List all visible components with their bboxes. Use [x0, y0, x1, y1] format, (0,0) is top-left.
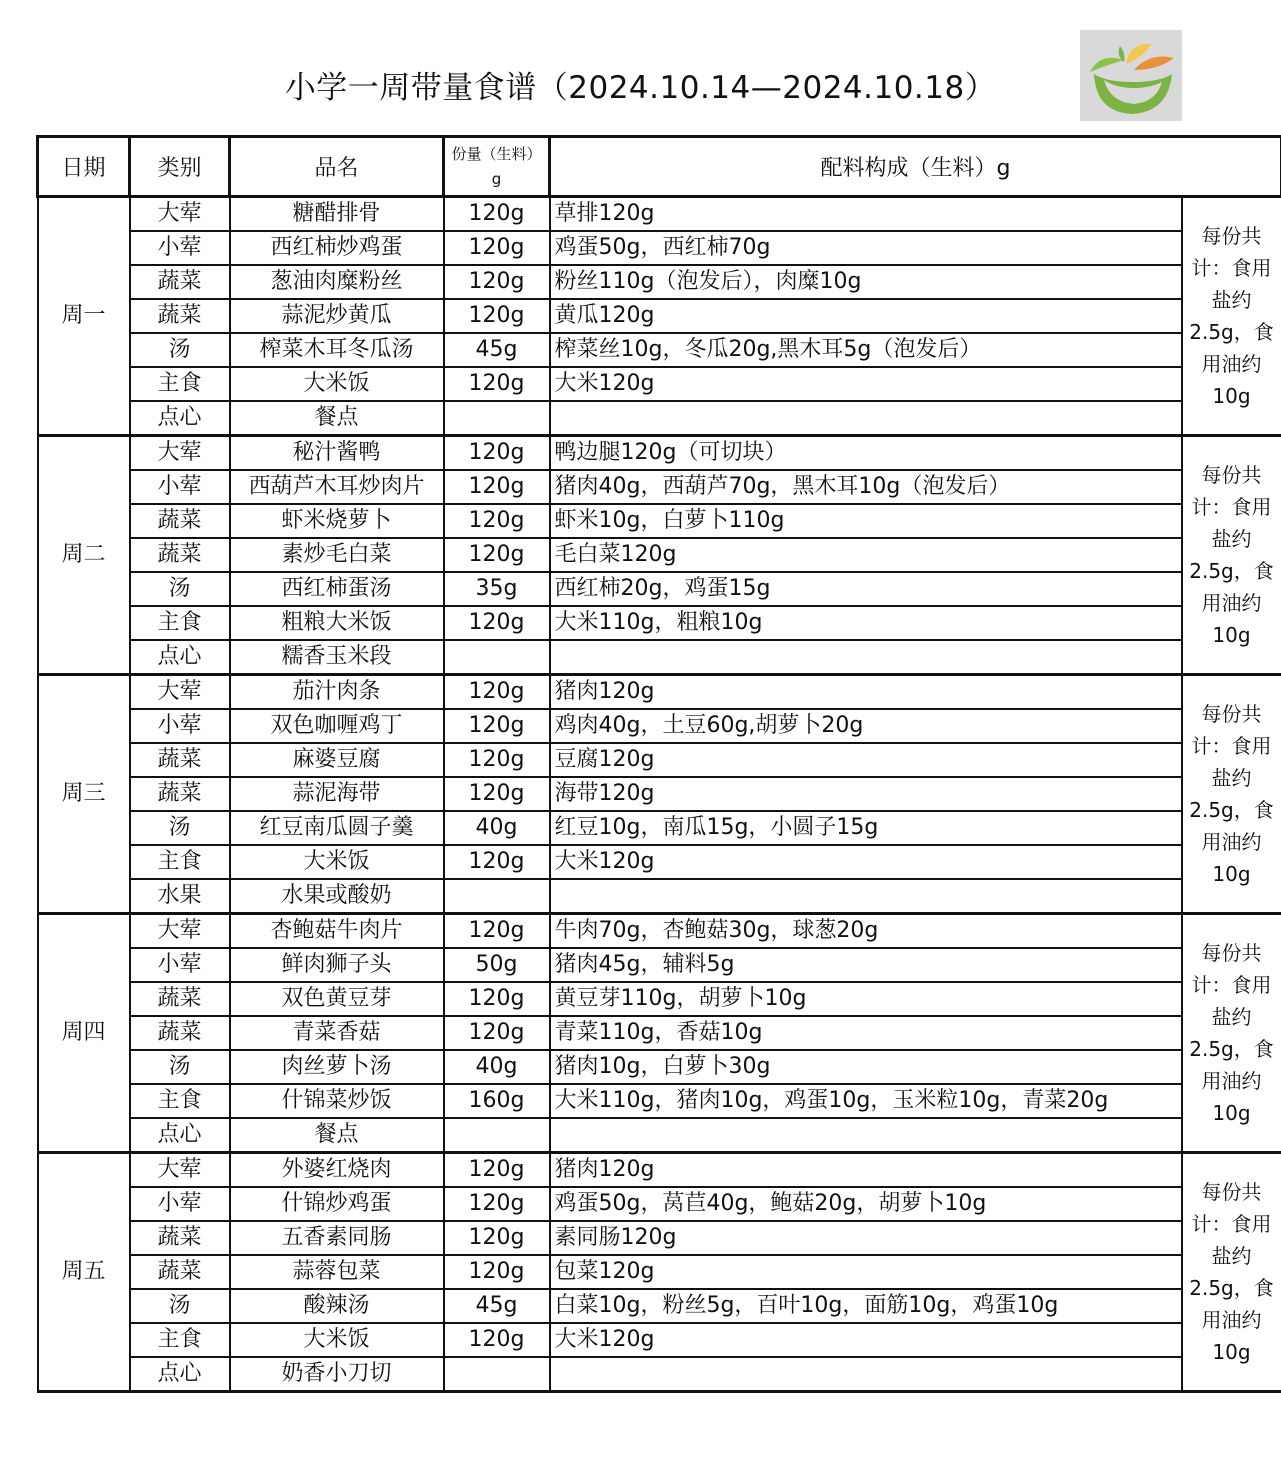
category-cell: 主食: [130, 1084, 230, 1118]
dish-cell: 外婆红烧肉: [230, 1153, 444, 1188]
dish-cell: 青菜香菇: [230, 1016, 444, 1050]
quantity-cell: 120g: [444, 197, 550, 232]
dish-cell: 秘汁酱鸭: [230, 436, 444, 471]
quantity-cell: 120g: [444, 436, 550, 471]
ingredients-cell: 西红柿20g，鸡蛋15g: [550, 572, 1182, 606]
quantity-cell: 120g: [444, 709, 550, 743]
category-cell: 大荤: [130, 197, 230, 232]
dish-cell: 糖醋排骨: [230, 197, 444, 232]
table-row: [38, 1187, 1281, 1221]
dish-cell: 葱油肉糜粉丝: [230, 265, 444, 299]
category-cell: 蔬菜: [130, 1016, 230, 1050]
table-row: [38, 1016, 1281, 1050]
dish-cell: 素炒毛白菜: [230, 538, 444, 572]
dish-cell: 大米饭: [230, 845, 444, 879]
category-cell: 小荤: [130, 709, 230, 743]
quantity-cell: 40g: [444, 811, 550, 845]
ingredients-cell: 榨菜丝10g，冬瓜20g,黑木耳5g（泡发后）: [550, 333, 1182, 367]
category-cell: 汤: [130, 572, 230, 606]
table-row: [38, 299, 1281, 333]
dish-cell: 酸辣汤: [230, 1289, 444, 1323]
table-row: [38, 1323, 1281, 1357]
ingredients-cell: 猪肉40g，西葫芦70g，黑木耳10g（泡发后）: [550, 470, 1182, 504]
header-dish: 品名: [230, 137, 444, 197]
quantity-cell: 120g: [444, 982, 550, 1016]
dish-cell: 大米饭: [230, 1323, 444, 1357]
quantity-cell: 40g: [444, 1050, 550, 1084]
dish-cell: 餐点: [230, 1118, 444, 1153]
dish-cell: 麻婆豆腐: [230, 743, 444, 777]
leaf-bowl-logo: [1080, 30, 1182, 121]
table-row: [38, 948, 1281, 982]
category-cell: 蔬菜: [130, 299, 230, 333]
ingredients-cell: 猪肉45g，辅料5g: [550, 948, 1182, 982]
nutrition-note: 每份共计：食用盐约2.5g，食用油约10g: [1182, 675, 1281, 914]
dish-cell: 双色咖喱鸡丁: [230, 709, 444, 743]
quantity-cell: [444, 1118, 550, 1153]
table-row: [38, 333, 1281, 367]
quantity-cell: 45g: [444, 333, 550, 367]
table-row: [38, 1084, 1281, 1118]
dish-cell: 糯香玉米段: [230, 640, 444, 675]
table-row: [38, 811, 1281, 845]
category-cell: 大荤: [130, 1153, 230, 1188]
ingredients-cell: 猪肉120g: [550, 675, 1182, 710]
nutrition-note: 每份共计：食用盐约2.5g，食用油约10g: [1182, 1153, 1281, 1392]
header-category: 类别: [130, 137, 230, 197]
table-row: [38, 504, 1281, 538]
nutrition-note: 每份共计：食用盐约2.5g，食用油约10g: [1182, 197, 1281, 436]
category-cell: 主食: [130, 606, 230, 640]
category-cell: 蔬菜: [130, 504, 230, 538]
category-cell: 汤: [130, 811, 230, 845]
table-row: [38, 914, 1281, 949]
quantity-cell: [444, 401, 550, 436]
ingredients-cell: 黄豆芽110g，胡萝卜10g: [550, 982, 1182, 1016]
table-row: [38, 1118, 1281, 1153]
ingredients-cell: 猪肉120g: [550, 1153, 1182, 1188]
ingredients-cell: 青菜110g，香菇10g: [550, 1016, 1182, 1050]
category-cell: 小荤: [130, 1187, 230, 1221]
ingredients-cell: 鸡肉40g，土豆60g,胡萝卜20g: [550, 709, 1182, 743]
day-cell: 周一: [38, 197, 130, 436]
table-row: [38, 572, 1281, 606]
quantity-cell: 120g: [444, 1016, 550, 1050]
ingredients-cell: 鸭边腿120g（可切块）: [550, 436, 1182, 471]
category-cell: 点心: [130, 1357, 230, 1392]
category-cell: 汤: [130, 1289, 230, 1323]
page-title: 小学一周带量食谱（2024.10.14—2024.10.18）: [284, 70, 997, 106]
table-row: [38, 401, 1281, 436]
menu-table: [36, 135, 1281, 1393]
dish-cell: 五香素同肠: [230, 1221, 444, 1255]
category-cell: 点心: [130, 401, 230, 436]
dish-cell: 奶香小刀切: [230, 1357, 444, 1392]
ingredients-cell: 大米110g，猪肉10g，鸡蛋10g，玉米粒10g，青菜20g: [550, 1084, 1182, 1118]
category-cell: 点心: [130, 640, 230, 675]
table-row: [38, 1357, 1281, 1392]
ingredients-cell: 虾米10g，白萝卜110g: [550, 504, 1182, 538]
ingredients-cell: 黄瓜120g: [550, 299, 1182, 333]
dish-cell: 西红柿炒鸡蛋: [230, 231, 444, 265]
table-row: [38, 606, 1281, 640]
table-row: [38, 470, 1281, 504]
ingredients-cell: 白菜10g，粉丝5g，百叶10g，面筋10g，鸡蛋10g: [550, 1289, 1182, 1323]
table-row: [38, 982, 1281, 1016]
dish-cell: 什锦菜炒饭: [230, 1084, 444, 1118]
dish-cell: 杏鲍菇牛肉片: [230, 914, 444, 949]
day-cell: 周二: [38, 436, 130, 675]
header-quantity: 份量（生料）g: [444, 137, 550, 197]
table-row: [38, 265, 1281, 299]
category-cell: 点心: [130, 1118, 230, 1153]
dish-cell: 餐点: [230, 401, 444, 436]
quantity-cell: [444, 879, 550, 914]
ingredients-cell: 草排120g: [550, 197, 1182, 232]
header-ingredients: 配料构成（生料）g: [550, 137, 1281, 197]
quantity-cell: 120g: [444, 914, 550, 949]
quantity-cell: 120g: [444, 606, 550, 640]
nutrition-note: 每份共计：食用盐约2.5g，食用油约10g: [1182, 436, 1281, 675]
table-row: [38, 1221, 1281, 1255]
table-row: [38, 743, 1281, 777]
ingredients-cell: 包菜120g: [550, 1255, 1182, 1289]
table-row: [38, 845, 1281, 879]
ingredients-cell: 鸡蛋50g，西红柿70g: [550, 231, 1182, 265]
ingredients-cell: [550, 401, 1182, 436]
category-cell: 主食: [130, 845, 230, 879]
category-cell: 蔬菜: [130, 265, 230, 299]
quantity-cell: 120g: [444, 470, 550, 504]
ingredients-cell: 牛肉70g，杏鲍菇30g，球葱20g: [550, 914, 1182, 949]
quantity-cell: 160g: [444, 1084, 550, 1118]
category-cell: 小荤: [130, 470, 230, 504]
dish-cell: 肉丝萝卜汤: [230, 1050, 444, 1084]
quantity-cell: 120g: [444, 743, 550, 777]
quantity-cell: 120g: [444, 1153, 550, 1188]
ingredients-cell: 粉丝110g（泡发后），肉糜10g: [550, 265, 1182, 299]
category-cell: 小荤: [130, 231, 230, 265]
table-row: [38, 879, 1281, 914]
ingredients-cell: 红豆10g，南瓜15g，小圆子15g: [550, 811, 1182, 845]
category-cell: 主食: [130, 367, 230, 401]
day-cell: 周五: [38, 1153, 130, 1392]
category-cell: 蔬菜: [130, 743, 230, 777]
table-row: [38, 1153, 1281, 1188]
ingredients-cell: 大米110g，粗粮10g: [550, 606, 1182, 640]
quantity-cell: 120g: [444, 265, 550, 299]
category-cell: 蔬菜: [130, 538, 230, 572]
ingredients-cell: 大米120g: [550, 367, 1182, 401]
table-row: [38, 436, 1281, 471]
ingredients-cell: 猪肉10g，白萝卜30g: [550, 1050, 1182, 1084]
table-row: [38, 709, 1281, 743]
quantity-cell: [444, 640, 550, 675]
quantity-cell: 120g: [444, 1255, 550, 1289]
quantity-cell: 120g: [444, 504, 550, 538]
category-cell: 大荤: [130, 675, 230, 710]
ingredients-cell: [550, 879, 1182, 914]
dish-cell: 蒜泥海带: [230, 777, 444, 811]
category-cell: 主食: [130, 1323, 230, 1357]
category-cell: 汤: [130, 333, 230, 367]
ingredients-cell: [550, 1357, 1182, 1392]
menu-body: [38, 197, 1281, 1392]
quantity-cell: 50g: [444, 948, 550, 982]
category-cell: 蔬菜: [130, 1221, 230, 1255]
dish-cell: 蒜蓉包菜: [230, 1255, 444, 1289]
table-row: [38, 1050, 1281, 1084]
dish-cell: 什锦炒鸡蛋: [230, 1187, 444, 1221]
quantity-cell: 120g: [444, 1187, 550, 1221]
nutrition-note: 每份共计：食用盐约2.5g，食用油约10g: [1182, 914, 1281, 1153]
table-row: [38, 231, 1281, 265]
quantity-cell: 120g: [444, 299, 550, 333]
ingredients-cell: [550, 1118, 1182, 1153]
category-cell: 大荤: [130, 914, 230, 949]
quantity-cell: 120g: [444, 367, 550, 401]
ingredients-cell: [550, 640, 1182, 675]
quantity-cell: 120g: [444, 777, 550, 811]
quantity-cell: 120g: [444, 845, 550, 879]
dish-cell: 双色黄豆芽: [230, 982, 444, 1016]
quantity-cell: 120g: [444, 1323, 550, 1357]
category-cell: 小荤: [130, 948, 230, 982]
dish-cell: 鲜肉狮子头: [230, 948, 444, 982]
dish-cell: 西葫芦木耳炒肉片: [230, 470, 444, 504]
ingredients-cell: 大米120g: [550, 845, 1182, 879]
category-cell: 蔬菜: [130, 982, 230, 1016]
quantity-cell: [444, 1357, 550, 1392]
quantity-cell: 45g: [444, 1289, 550, 1323]
table-row: [38, 640, 1281, 675]
table-row: [38, 1255, 1281, 1289]
category-cell: 蔬菜: [130, 1255, 230, 1289]
dish-cell: 红豆南瓜圆子羹: [230, 811, 444, 845]
quantity-cell: 120g: [444, 538, 550, 572]
dish-cell: 蒜泥炒黄瓜: [230, 299, 444, 333]
quantity-cell: 120g: [444, 675, 550, 710]
header-date: 日期: [38, 137, 130, 197]
header-row: [38, 137, 1281, 197]
ingredients-cell: 海带120g: [550, 777, 1182, 811]
ingredients-cell: 素同肠120g: [550, 1221, 1182, 1255]
category-cell: 蔬菜: [130, 777, 230, 811]
quantity-cell: 120g: [444, 1221, 550, 1255]
category-cell: 汤: [130, 1050, 230, 1084]
day-cell: 周四: [38, 914, 130, 1153]
dish-cell: 西红柿蛋汤: [230, 572, 444, 606]
table-row: [38, 538, 1281, 572]
dish-cell: 粗粮大米饭: [230, 606, 444, 640]
dish-cell: 茄汁肉条: [230, 675, 444, 710]
table-row: [38, 777, 1281, 811]
dish-cell: 大米饭: [230, 367, 444, 401]
dish-cell: 水果或酸奶: [230, 879, 444, 914]
table-row: [38, 675, 1281, 710]
table-row: [38, 197, 1281, 232]
quantity-cell: 35g: [444, 572, 550, 606]
table-row: [38, 367, 1281, 401]
ingredients-cell: 大米120g: [550, 1323, 1182, 1357]
dish-cell: 榨菜木耳冬瓜汤: [230, 333, 444, 367]
quantity-cell: 120g: [444, 231, 550, 265]
ingredients-cell: 豆腐120g: [550, 743, 1182, 777]
day-cell: 周三: [38, 675, 130, 914]
ingredients-cell: 鸡蛋50g，莴苣40g，鲍菇20g，胡萝卜10g: [550, 1187, 1182, 1221]
table-row: [38, 1289, 1281, 1323]
category-cell: 大荤: [130, 436, 230, 471]
category-cell: 水果: [130, 879, 230, 914]
dish-cell: 虾米烧萝卜: [230, 504, 444, 538]
ingredients-cell: 毛白菜120g: [550, 538, 1182, 572]
